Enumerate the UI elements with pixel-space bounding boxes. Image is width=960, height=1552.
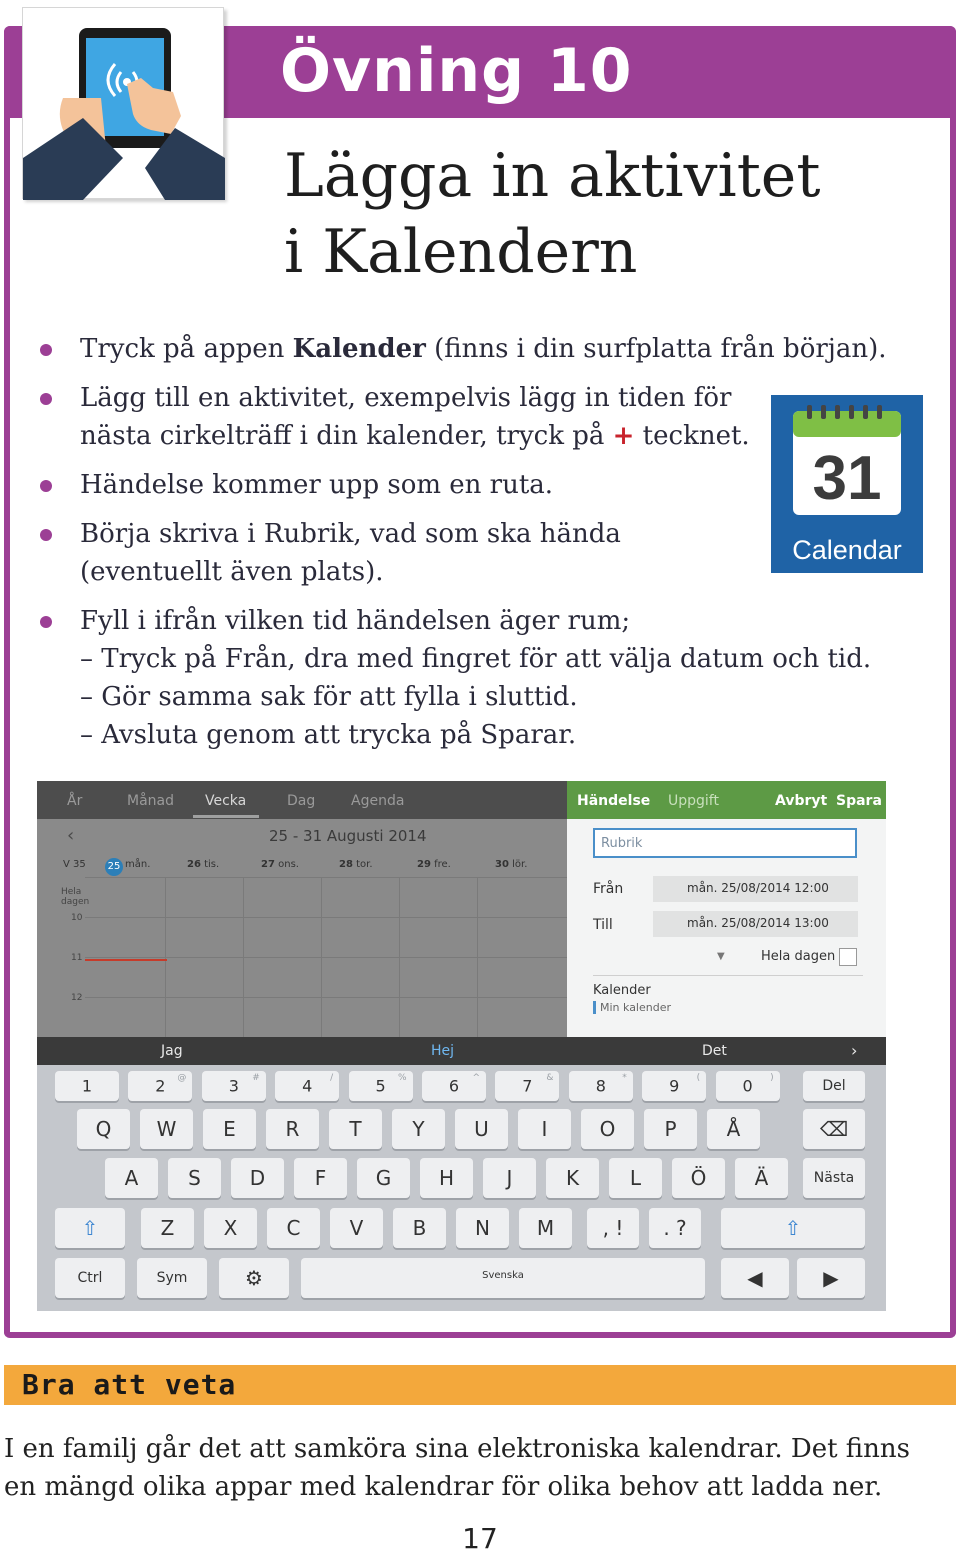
key-label: C <box>286 1216 301 1240</box>
space-language-label: Svenska <box>482 1270 524 1281</box>
key-secondary-label: & <box>546 1073 554 1083</box>
week-view <box>37 781 567 1037</box>
instruction-line: Fyll i ifrån vilken tid händelsen äger rum; <box>80 606 631 636</box>
letter-key[interactable] <box>231 1158 284 1198</box>
back-chevron-icon[interactable]: ‹ <box>67 825 75 846</box>
day-num: 29 <box>417 859 431 870</box>
text: Tryck på appen <box>80 334 293 364</box>
to-field[interactable] <box>653 911 858 937</box>
key-label: J <box>506 1166 513 1190</box>
tab-underline <box>193 815 259 818</box>
key-label: 6 <box>448 1076 460 1096</box>
day-num: 28 <box>339 859 353 870</box>
key-label: , ! <box>602 1216 624 1240</box>
instruction-line: (eventuellt även plats). <box>80 557 384 587</box>
letter-key[interactable] <box>105 1158 158 1198</box>
tab-month[interactable]: Månad <box>127 793 174 809</box>
tab-event[interactable]: Händelse <box>577 793 651 809</box>
key-label: B <box>412 1216 427 1240</box>
title-line-2: i Kalendern <box>284 217 638 287</box>
backspace-key[interactable] <box>803 1109 865 1149</box>
letter-key[interactable] <box>168 1158 221 1198</box>
delete-key[interactable] <box>803 1071 865 1101</box>
letter-key[interactable] <box>483 1158 536 1198</box>
key-label: Ctrl <box>77 1270 103 1286</box>
key-label: Å <box>726 1117 741 1141</box>
letter-key[interactable] <box>644 1109 697 1149</box>
day-num: 26 <box>187 859 201 870</box>
next-key[interactable] <box>803 1158 865 1198</box>
info-line: I en familj går det att samköra sina elektroniska kalendrar. Det finns <box>4 1434 910 1464</box>
key-secondary-label: @ <box>177 1073 187 1083</box>
ctrl-key[interactable] <box>55 1258 125 1298</box>
letter-key[interactable] <box>609 1158 662 1198</box>
key-label: Sym <box>156 1270 188 1286</box>
key-label: W <box>156 1117 177 1141</box>
key-label: D <box>249 1166 266 1190</box>
key-label: P <box>664 1117 677 1141</box>
instruction-line: Lägg till en aktivitet, exempelvis lägg in tiden för <box>80 383 732 413</box>
right-arrow-key[interactable] <box>797 1258 865 1298</box>
letter-key[interactable] <box>330 1208 383 1248</box>
instruction-item <box>40 330 920 368</box>
key-label: U <box>474 1117 489 1141</box>
letter-key[interactable] <box>204 1208 257 1248</box>
key-secondary-label: # <box>252 1073 260 1083</box>
from-field[interactable] <box>653 876 858 902</box>
day-name: fre. <box>434 859 451 870</box>
settings-key[interactable] <box>219 1258 289 1298</box>
calendar-value[interactable]: Min kalender <box>593 1001 671 1014</box>
suggestion[interactable]: Hej <box>431 1043 455 1059</box>
key-label: 3 <box>228 1076 239 1096</box>
calendar-app-label: Calendar <box>792 535 902 565</box>
letter-key[interactable] <box>707 1109 760 1149</box>
space-key[interactable] <box>301 1258 705 1298</box>
letter-key[interactable] <box>455 1109 508 1149</box>
letter-key[interactable] <box>267 1208 320 1248</box>
calendar-screenshot <box>37 781 886 1311</box>
day-name: ons. <box>278 859 299 870</box>
key-label: 8 <box>595 1076 606 1096</box>
event-form-header <box>567 781 886 819</box>
instruction-item <box>40 602 920 754</box>
chevron-down-icon[interactable]: ▼ <box>717 951 725 962</box>
grid-line <box>85 917 567 918</box>
grid-line <box>477 877 478 1037</box>
key-label: R <box>285 1117 300 1141</box>
instruction-subline: – Tryck på Från, dra med fingret för att välja datum och tid. <box>80 644 872 674</box>
backspace-icon: ⌫ <box>819 1117 849 1141</box>
key-secondary-label: % <box>398 1073 407 1083</box>
letter-key[interactable] <box>456 1208 509 1248</box>
allday-label: Hela dagen <box>61 887 90 907</box>
day-header <box>495 859 527 870</box>
grid-line <box>85 997 567 998</box>
left-arrow-key[interactable] <box>721 1258 789 1298</box>
from-label: Från <box>593 881 624 897</box>
day-header <box>261 859 299 870</box>
key-secondary-label: ) <box>770 1073 774 1083</box>
keyboard <box>37 1065 886 1311</box>
title-input[interactable] <box>593 828 857 858</box>
key-label: N <box>475 1216 490 1240</box>
day-num: 27 <box>261 859 275 870</box>
hour-label: 11 <box>71 953 83 963</box>
day-name: lör. <box>512 859 528 870</box>
key-label: G <box>375 1166 392 1190</box>
key-label: K <box>565 1166 580 1190</box>
key-label: Ö <box>690 1166 707 1190</box>
right-arrow-icon: ▶ <box>823 1266 839 1290</box>
gear-icon: ⚙ <box>245 1266 263 1290</box>
suggestion[interactable]: Jag <box>161 1043 183 1059</box>
period-key[interactable] <box>649 1208 701 1248</box>
info-heading-bar <box>4 1365 956 1405</box>
text: nästa cirkelträff i din kalender, tryck på <box>80 421 613 451</box>
letter-key[interactable] <box>392 1109 445 1149</box>
key-label: L <box>629 1166 642 1190</box>
page-number: 17 <box>462 1522 498 1552</box>
current-time-line <box>85 959 167 961</box>
save-button[interactable]: Spara <box>836 793 882 809</box>
calendar-label: Kalender <box>593 983 651 998</box>
text: (finns i din surfplatta från början). <box>425 334 887 364</box>
grid-line <box>165 877 166 1037</box>
grid-line <box>85 877 567 878</box>
week-range: 25 - 31 Augusti 2014 <box>269 827 427 845</box>
instruction-line: Börja skriva i Rubrik, vad som ska hända <box>80 519 621 549</box>
info-heading: Bra att veta <box>22 1368 237 1401</box>
from-value: mån. 25/08/2014 12:00 <box>687 881 829 895</box>
key-label: 1 <box>81 1076 93 1096</box>
allday-checkbox[interactable] <box>839 948 857 966</box>
view-tabs <box>37 781 567 819</box>
tablet-hand-icon <box>22 7 224 199</box>
divider <box>593 975 863 976</box>
number-key[interactable] <box>422 1071 486 1101</box>
day-header <box>187 859 219 870</box>
letter-key[interactable] <box>140 1109 193 1149</box>
letter-key[interactable] <box>581 1109 634 1149</box>
key-label: 0 <box>742 1076 753 1096</box>
key-label: I <box>541 1117 548 1141</box>
key-secondary-label: ^ <box>472 1073 480 1083</box>
key-label: F <box>314 1166 327 1190</box>
letter-key[interactable] <box>329 1109 382 1149</box>
text: tecknet. <box>634 421 750 451</box>
number-key[interactable] <box>202 1071 266 1101</box>
info-text <box>4 1430 944 1506</box>
suggestion[interactable]: Det <box>702 1043 727 1059</box>
shift-key[interactable] <box>55 1208 125 1248</box>
key-label: Y <box>412 1117 425 1141</box>
grid-line <box>85 957 567 958</box>
letter-key[interactable] <box>141 1208 194 1248</box>
today-badge: 25 <box>105 858 123 876</box>
letter-key[interactable] <box>420 1158 473 1198</box>
number-key[interactable] <box>569 1071 633 1101</box>
day-num: 30 <box>495 859 509 870</box>
grid-line <box>243 877 244 1037</box>
to-label: Till <box>593 917 613 933</box>
day-header <box>339 859 373 870</box>
letter-key[interactable] <box>77 1109 130 1149</box>
number-key[interactable] <box>349 1071 413 1101</box>
key-label: 7 <box>522 1076 533 1096</box>
key-label: Ä <box>754 1166 769 1190</box>
allday-toggle-label: Hela dagen <box>761 949 836 964</box>
key-label: Z <box>160 1216 175 1240</box>
left-arrow-icon: ◀ <box>747 1266 763 1290</box>
key-label: 9 <box>669 1076 680 1096</box>
key-label: 2 <box>155 1076 166 1096</box>
letter-key[interactable] <box>393 1208 446 1248</box>
hour-label: 10 <box>71 913 83 923</box>
tab-week[interactable]: Vecka <box>205 793 247 809</box>
shift-icon: ⇧ <box>81 1216 99 1240</box>
grid-line <box>399 877 400 1037</box>
comma-key[interactable] <box>587 1208 639 1248</box>
calendar-day-number: 31 <box>812 444 882 513</box>
key-label: . ? <box>663 1216 687 1240</box>
key-label: H <box>438 1166 455 1190</box>
key-label: E <box>223 1117 236 1141</box>
key-label: X <box>223 1216 238 1240</box>
key-label: A <box>124 1166 139 1190</box>
letter-key[interactable] <box>294 1158 347 1198</box>
grid-line <box>321 877 322 1037</box>
number-key[interactable] <box>128 1071 192 1101</box>
number-key[interactable] <box>716 1071 780 1101</box>
number-key[interactable] <box>495 1071 559 1101</box>
day-name: mån. <box>125 859 151 870</box>
plus-sign: + <box>612 421 635 451</box>
key-label: S <box>188 1166 201 1190</box>
letter-key[interactable] <box>518 1109 571 1149</box>
day-name: tor. <box>356 859 373 870</box>
letter-key[interactable] <box>546 1158 599 1198</box>
letter-key[interactable] <box>519 1208 572 1248</box>
calendar-app-icon <box>771 395 923 573</box>
key-label: O <box>599 1117 616 1141</box>
sym-key[interactable] <box>137 1258 207 1298</box>
key-label: V <box>349 1216 364 1240</box>
key-secondary-label: / <box>330 1073 334 1083</box>
title-line-1: Lägga in aktivitet <box>284 141 821 211</box>
to-value: mån. 25/08/2014 13:00 <box>687 916 829 930</box>
key-label: M <box>536 1216 555 1240</box>
key-label: T <box>349 1117 362 1141</box>
event-form <box>567 781 886 1037</box>
tab-day[interactable]: Dag <box>287 793 316 809</box>
number-key[interactable] <box>642 1071 706 1101</box>
cancel-button[interactable]: Avbryt <box>775 793 828 809</box>
info-line: en mängd olika appar med kalendrar för olika behov att ladda ner. <box>4 1472 883 1502</box>
key-label: 5 <box>375 1076 386 1096</box>
tab-agenda[interactable]: Agenda <box>351 793 405 809</box>
shift-key-right[interactable] <box>721 1208 865 1248</box>
instruction-subline: – Avsluta genom att trycka på Sparar. <box>80 720 577 750</box>
key-secondary-label: * <box>622 1073 627 1083</box>
key-label: 4 <box>302 1076 313 1096</box>
day-header <box>417 859 451 870</box>
letter-key[interactable] <box>357 1158 410 1198</box>
letter-key[interactable] <box>672 1158 725 1198</box>
instruction-line <box>80 330 920 368</box>
key-label: Q <box>95 1117 112 1141</box>
exercise-number: Övning 10 <box>280 36 633 106</box>
letter-key[interactable] <box>266 1109 319 1149</box>
number-key[interactable] <box>55 1071 119 1101</box>
instruction-line: Händelse kommer upp som en ruta. <box>80 470 554 500</box>
app-name: Kalender <box>292 334 426 364</box>
tab-task[interactable]: Uppgift <box>668 793 719 809</box>
suggestion-bar <box>37 1037 886 1065</box>
tab-year[interactable]: År <box>67 793 83 809</box>
page-title <box>284 138 820 290</box>
number-key[interactable] <box>275 1071 339 1101</box>
title-placeholder: Rubrik <box>601 836 643 851</box>
day-name: tis. <box>204 859 220 870</box>
chevron-right-icon[interactable]: › <box>851 1041 858 1060</box>
key-label: Del <box>822 1078 846 1094</box>
shift-icon: ⇧ <box>784 1216 802 1240</box>
instruction-subline: – Gör samma sak för att fylla i sluttid. <box>80 682 578 712</box>
key-label: Nästa <box>813 1170 855 1186</box>
letter-key[interactable] <box>203 1109 256 1149</box>
week-number: V 35 <box>63 859 86 870</box>
key-secondary-label: ( <box>696 1073 701 1083</box>
hour-label: 12 <box>71 993 83 1003</box>
letter-key[interactable] <box>735 1158 788 1198</box>
